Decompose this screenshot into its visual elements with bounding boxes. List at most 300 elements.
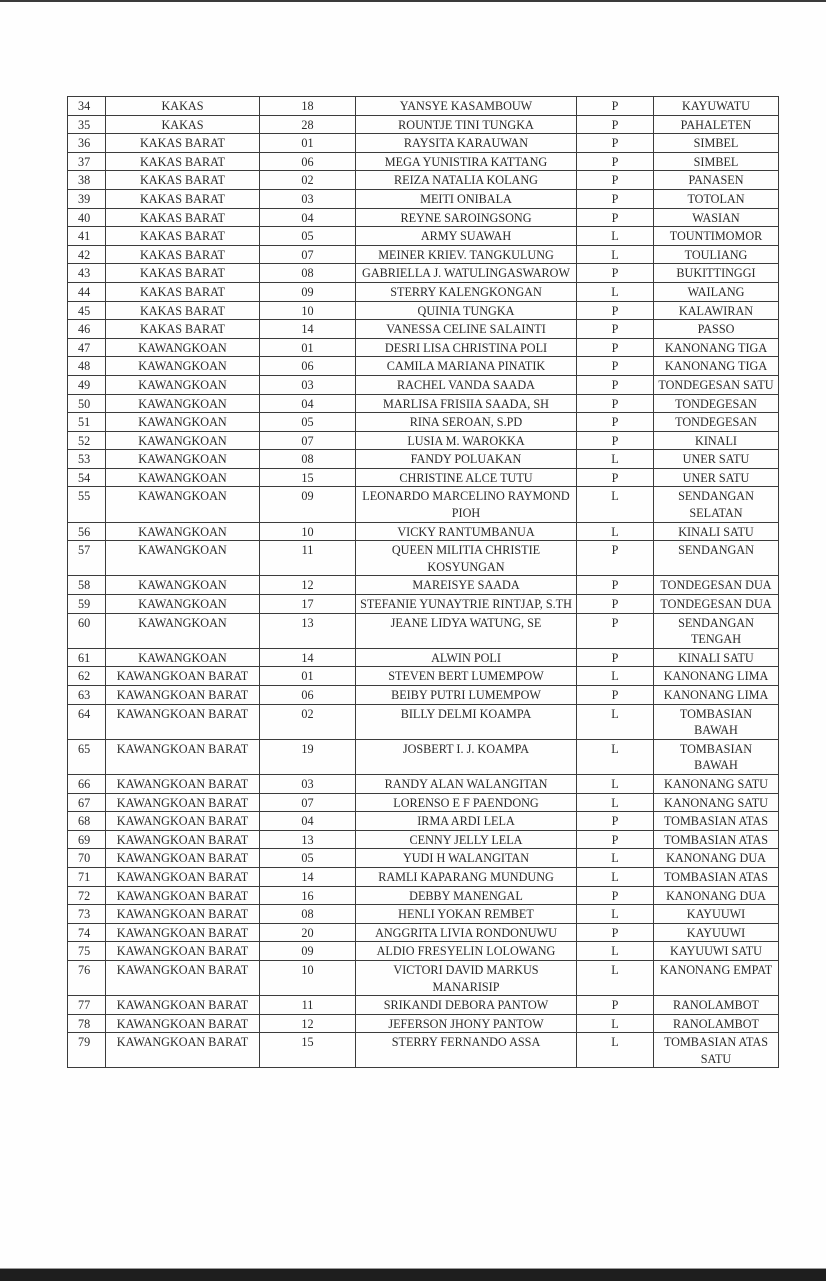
village-cell: KAYUUWI SATU [654,942,779,961]
name-cell: ALWIN POLI [356,648,577,667]
table-row [68,134,779,153]
gender-cell: P [577,830,654,849]
gender-cell: P [577,338,654,357]
code-cell: 14 [260,867,356,886]
table-row [68,394,779,413]
gender-cell: P [577,375,654,394]
row-number-cell: 42 [68,245,106,264]
district-cell: KAWANGKOAN [106,613,260,648]
row-number-cell: 76 [68,960,106,995]
code-cell: 13 [260,830,356,849]
village-cell: TOMBASIAN ATAS [654,812,779,831]
row-number-cell: 60 [68,613,106,648]
district-cell: KAWANGKOAN [106,413,260,432]
gender-cell: P [577,97,654,116]
name-cell: FANDY POLUAKAN [356,450,577,469]
district-cell: KAWANGKOAN BARAT [106,923,260,942]
village-cell: KANONANG SATU [654,793,779,812]
gender-cell: P [577,320,654,339]
name-cell: LUSIA M. WAROKKA [356,431,577,450]
row-number-cell: 55 [68,487,106,522]
name-cell: MAREISYE SAADA [356,576,577,595]
row-number-cell: 39 [68,189,106,208]
district-cell: KAWANGKOAN [106,468,260,487]
code-cell: 08 [260,264,356,283]
name-cell: JEFERSON JHONY PANTOW [356,1014,577,1033]
village-cell: KINALI SATU [654,522,779,541]
row-number-cell: 63 [68,686,106,705]
district-cell: KAKAS BARAT [106,282,260,301]
bottom-edge-bar [0,1268,826,1281]
name-cell: CHRISTINE ALCE TUTU [356,468,577,487]
table-row [68,613,779,648]
name-cell: MARLISA FRISIIA SAADA, SH [356,394,577,413]
village-cell: KANONANG DUA [654,886,779,905]
gender-cell: L [577,849,654,868]
code-cell: 01 [260,667,356,686]
district-cell: KAWANGKOAN BARAT [106,830,260,849]
code-cell: 11 [260,541,356,576]
village-cell: TONDEGESAN DUA [654,576,779,595]
code-cell: 14 [260,320,356,339]
row-number-cell: 64 [68,704,106,739]
name-cell: RACHEL VANDA SAADA [356,375,577,394]
village-cell: SENDANGAN SELATAN [654,487,779,522]
table-row [68,450,779,469]
code-cell: 07 [260,793,356,812]
district-cell: KAKAS BARAT [106,245,260,264]
name-cell: MEINER KRIEV. TANGKULUNG [356,245,577,264]
row-number-cell: 41 [68,227,106,246]
top-edge-bar [0,0,826,2]
gender-cell: L [577,793,654,812]
name-cell: RAMLI KAPARANG MUNDUNG [356,867,577,886]
table-row [68,886,779,905]
village-cell: KINALI SATU [654,648,779,667]
village-cell: KANONANG TIGA [654,338,779,357]
row-number-cell: 34 [68,97,106,116]
district-cell: KAWANGKOAN [106,375,260,394]
name-cell: RINA SEROAN, S.PD [356,413,577,432]
code-cell: 16 [260,886,356,905]
table-row [68,867,779,886]
name-cell: MEGA YUNISTIRA KATTANG [356,152,577,171]
gender-cell: P [577,171,654,190]
district-cell: KAKAS BARAT [106,320,260,339]
gender-cell: P [577,923,654,942]
table-row [68,282,779,301]
village-cell: UNER SATU [654,450,779,469]
district-cell: KAWANGKOAN BARAT [106,1014,260,1033]
name-cell: YUDI H WALANGITAN [356,849,577,868]
gender-cell: L [577,487,654,522]
district-cell: KAKAS BARAT [106,189,260,208]
name-cell: QUEEN MILITIA CHRISTIE KOSYUNGAN [356,541,577,576]
code-cell: 18 [260,97,356,116]
village-cell: KAYUUWI [654,923,779,942]
district-cell: KAWANGKOAN BARAT [106,960,260,995]
table-row [68,942,779,961]
name-cell: RANDY ALAN WALANGITAN [356,774,577,793]
table-row [68,357,779,376]
table-row [68,1014,779,1033]
district-cell: KAWANGKOAN BARAT [106,667,260,686]
code-cell: 09 [260,487,356,522]
code-cell: 09 [260,282,356,301]
district-cell: KAKAS [106,97,260,116]
code-cell: 02 [260,171,356,190]
gender-cell: P [577,613,654,648]
row-number-cell: 48 [68,357,106,376]
gender-cell: L [577,1033,654,1068]
name-cell: CAMILA MARIANA PINATIK [356,357,577,376]
code-cell: 01 [260,134,356,153]
row-number-cell: 56 [68,522,106,541]
code-cell: 05 [260,849,356,868]
name-cell: ROUNTJE TINI TUNGKA [356,115,577,134]
code-cell: 08 [260,905,356,924]
gender-cell: P [577,357,654,376]
district-cell: KAWANGKOAN BARAT [106,739,260,774]
row-number-cell: 51 [68,413,106,432]
table-row [68,830,779,849]
code-cell: 01 [260,338,356,357]
district-cell: KAWANGKOAN [106,541,260,576]
gender-cell: L [577,667,654,686]
village-cell: KAYUWATU [654,97,779,116]
code-cell: 04 [260,208,356,227]
name-cell: IRMA ARDI LELA [356,812,577,831]
row-number-cell: 79 [68,1033,106,1068]
village-cell: TOUNTIMOMOR [654,227,779,246]
gender-cell: P [577,541,654,576]
table-row [68,522,779,541]
row-number-cell: 40 [68,208,106,227]
district-cell: KAWANGKOAN BARAT [106,942,260,961]
table-row [68,595,779,614]
table-row [68,413,779,432]
gender-cell: P [577,134,654,153]
table-row [68,849,779,868]
code-cell: 05 [260,413,356,432]
district-cell: KAWANGKOAN [106,338,260,357]
name-cell: JOSBERT I. J. KOAMPA [356,739,577,774]
name-cell: ARMY SUAWAH [356,227,577,246]
gender-cell: L [577,282,654,301]
row-number-cell: 70 [68,849,106,868]
table-row [68,576,779,595]
gender-cell: L [577,774,654,793]
table-row [68,431,779,450]
row-number-cell: 53 [68,450,106,469]
village-cell: KANONANG EMPAT [654,960,779,995]
table-row [68,541,779,576]
table-row [68,189,779,208]
code-cell: 09 [260,942,356,961]
table-row [68,1033,779,1068]
row-number-cell: 52 [68,431,106,450]
village-cell: KAYUUWI [654,905,779,924]
gender-cell: P [577,886,654,905]
table-row [68,468,779,487]
village-cell: SIMBEL [654,152,779,171]
district-cell: KAWANGKOAN [106,487,260,522]
row-number-cell: 74 [68,923,106,942]
code-cell: 10 [260,960,356,995]
code-cell: 17 [260,595,356,614]
district-cell: KAWANGKOAN BARAT [106,686,260,705]
row-number-cell: 62 [68,667,106,686]
table-row [68,301,779,320]
village-cell: KANONANG LIMA [654,667,779,686]
gender-cell: P [577,648,654,667]
gender-cell: L [577,227,654,246]
table-row [68,648,779,667]
code-cell: 02 [260,704,356,739]
table-row [68,227,779,246]
code-cell: 08 [260,450,356,469]
gender-cell: P [577,189,654,208]
village-cell: KINALI [654,431,779,450]
district-cell: KAWANGKOAN BARAT [106,996,260,1015]
row-number-cell: 66 [68,774,106,793]
village-cell: PAHALETEN [654,115,779,134]
district-cell: KAKAS BARAT [106,227,260,246]
gender-cell: P [577,996,654,1015]
code-cell: 14 [260,648,356,667]
village-cell: TONDEGESAN DUA [654,595,779,614]
village-cell: KANONANG LIMA [654,686,779,705]
village-cell: WASIAN [654,208,779,227]
name-cell: STEFANIE YUNAYTRIE RINTJAP, S.TH [356,595,577,614]
district-cell: KAKAS BARAT [106,264,260,283]
table-row [68,905,779,924]
code-cell: 11 [260,996,356,1015]
village-cell: TOULIANG [654,245,779,264]
code-cell: 13 [260,613,356,648]
district-cell: KAWANGKOAN [106,522,260,541]
table-row [68,774,779,793]
row-number-cell: 73 [68,905,106,924]
row-number-cell: 58 [68,576,106,595]
table-row [68,320,779,339]
gender-cell: P [577,812,654,831]
village-cell: TOMBASIAN BAWAH [654,739,779,774]
code-cell: 12 [260,576,356,595]
table-row [68,686,779,705]
gender-cell: P [577,576,654,595]
village-cell: SIMBEL [654,134,779,153]
village-cell: TOMBASIAN ATAS [654,830,779,849]
gender-cell: P [577,152,654,171]
table-row [68,264,779,283]
row-number-cell: 72 [68,886,106,905]
gender-cell: L [577,905,654,924]
district-cell: KAKAS [106,115,260,134]
table-row [68,208,779,227]
table-row [68,115,779,134]
gender-cell: L [577,522,654,541]
table-row [68,375,779,394]
district-cell: KAWANGKOAN [106,576,260,595]
name-cell: CENNY JELLY LELA [356,830,577,849]
name-cell: RAYSITA KARAUWAN [356,134,577,153]
name-cell: VANESSA CELINE SALAINTI [356,320,577,339]
village-cell: TOMBASIAN BAWAH [654,704,779,739]
row-number-cell: 37 [68,152,106,171]
village-cell: RANOLAMBOT [654,996,779,1015]
name-cell: STERRY FERNANDO ASSA [356,1033,577,1068]
village-cell: RANOLAMBOT [654,1014,779,1033]
village-cell: SENDANGAN TENGAH [654,613,779,648]
gender-cell: P [577,595,654,614]
name-cell: DEBBY MANENGAL [356,886,577,905]
district-cell: KAWANGKOAN BARAT [106,867,260,886]
code-cell: 19 [260,739,356,774]
district-cell: KAKAS BARAT [106,152,260,171]
village-cell: TONDEGESAN [654,413,779,432]
table-row [68,667,779,686]
district-cell: KAWANGKOAN BARAT [106,774,260,793]
village-cell: PASSO [654,320,779,339]
village-cell: KANONANG DUA [654,849,779,868]
name-cell: GABRIELLA J. WATULINGASWAROW [356,264,577,283]
table-row [68,704,779,739]
name-cell: LEONARDO MARCELINO RAYMOND PIOH [356,487,577,522]
code-cell: 03 [260,375,356,394]
name-cell: QUINIA TUNGKA [356,301,577,320]
table-row [68,171,779,190]
name-cell: REYNE SAROINGSONG [356,208,577,227]
code-cell: 12 [260,1014,356,1033]
gender-cell: L [577,1014,654,1033]
row-number-cell: 46 [68,320,106,339]
village-cell: SENDANGAN [654,541,779,576]
row-number-cell: 67 [68,793,106,812]
gender-cell: L [577,450,654,469]
row-number-cell: 45 [68,301,106,320]
code-cell: 04 [260,394,356,413]
district-cell: KAKAS BARAT [106,134,260,153]
village-cell: TOMBASIAN ATAS [654,867,779,886]
village-cell: KANONANG TIGA [654,357,779,376]
name-cell: ALDIO FRESYELIN LOLOWANG [356,942,577,961]
gender-cell: P [577,431,654,450]
code-cell: 06 [260,686,356,705]
row-number-cell: 75 [68,942,106,961]
code-cell: 15 [260,468,356,487]
gender-cell: P [577,413,654,432]
name-cell: ANGGRITA LIVIA RONDONUWU [356,923,577,942]
name-cell: REIZA NATALIA KOLANG [356,171,577,190]
village-cell: KALAWIRAN [654,301,779,320]
row-number-cell: 78 [68,1014,106,1033]
gender-cell: P [577,115,654,134]
row-number-cell: 59 [68,595,106,614]
code-cell: 06 [260,357,356,376]
code-cell: 28 [260,115,356,134]
table-row [68,338,779,357]
table-row [68,739,779,774]
name-cell: DESRI LISA CHRISTINA POLI [356,338,577,357]
row-number-cell: 57 [68,541,106,576]
village-cell: TONDEGESAN [654,394,779,413]
name-cell: LORENSO E F PAENDONG [356,793,577,812]
table-row [68,996,779,1015]
gender-cell: L [577,245,654,264]
gender-cell: L [577,942,654,961]
name-cell: JEANE LIDYA WATUNG, SE [356,613,577,648]
district-cell: KAWANGKOAN BARAT [106,849,260,868]
district-cell: KAWANGKOAN [106,648,260,667]
gender-cell: P [577,468,654,487]
name-cell: HENLI YOKAN REMBET [356,905,577,924]
table-row [68,960,779,995]
name-cell: SRIKANDI DEBORA PANTOW [356,996,577,1015]
gender-cell: P [577,686,654,705]
row-number-cell: 43 [68,264,106,283]
name-cell: BEIBY PUTRI LUMEMPOW [356,686,577,705]
gender-cell: L [577,960,654,995]
village-cell: TOTOLAN [654,189,779,208]
table-row [68,923,779,942]
district-cell: KAWANGKOAN [106,450,260,469]
code-cell: 03 [260,189,356,208]
row-number-cell: 77 [68,996,106,1015]
gender-cell: L [577,704,654,739]
name-cell: STERRY KALENGKONGAN [356,282,577,301]
village-cell: BUKITTINGGI [654,264,779,283]
table-row [68,793,779,812]
row-number-cell: 35 [68,115,106,134]
district-cell: KAWANGKOAN BARAT [106,886,260,905]
gender-cell: L [577,867,654,886]
code-cell: 10 [260,522,356,541]
district-cell: KAWANGKOAN [106,595,260,614]
table-row [68,245,779,264]
row-number-cell: 47 [68,338,106,357]
district-cell: KAKAS BARAT [106,171,260,190]
village-cell: WAILANG [654,282,779,301]
name-cell: BILLY DELMI KOAMPA [356,704,577,739]
gender-cell: L [577,739,654,774]
gender-cell: P [577,264,654,283]
district-cell: KAWANGKOAN BARAT [106,812,260,831]
code-cell: 03 [260,774,356,793]
district-cell: KAWANGKOAN BARAT [106,1033,260,1068]
row-number-cell: 38 [68,171,106,190]
name-cell: STEVEN BERT LUMEMPOW [356,667,577,686]
participant-table [67,96,779,1068]
name-cell: VICTORI DAVID MARKUS MANARISIP [356,960,577,995]
row-number-cell: 69 [68,830,106,849]
district-cell: KAKAS BARAT [106,301,260,320]
village-cell: TONDEGESAN SATU [654,375,779,394]
name-cell: YANSYE KASAMBOUW [356,97,577,116]
row-number-cell: 68 [68,812,106,831]
village-cell: UNER SATU [654,468,779,487]
district-cell: KAWANGKOAN [106,357,260,376]
row-number-cell: 36 [68,134,106,153]
district-cell: KAWANGKOAN BARAT [106,793,260,812]
code-cell: 20 [260,923,356,942]
code-cell: 07 [260,431,356,450]
table-row [68,152,779,171]
row-number-cell: 44 [68,282,106,301]
code-cell: 10 [260,301,356,320]
row-number-cell: 61 [68,648,106,667]
participant-table-body [68,97,779,1068]
